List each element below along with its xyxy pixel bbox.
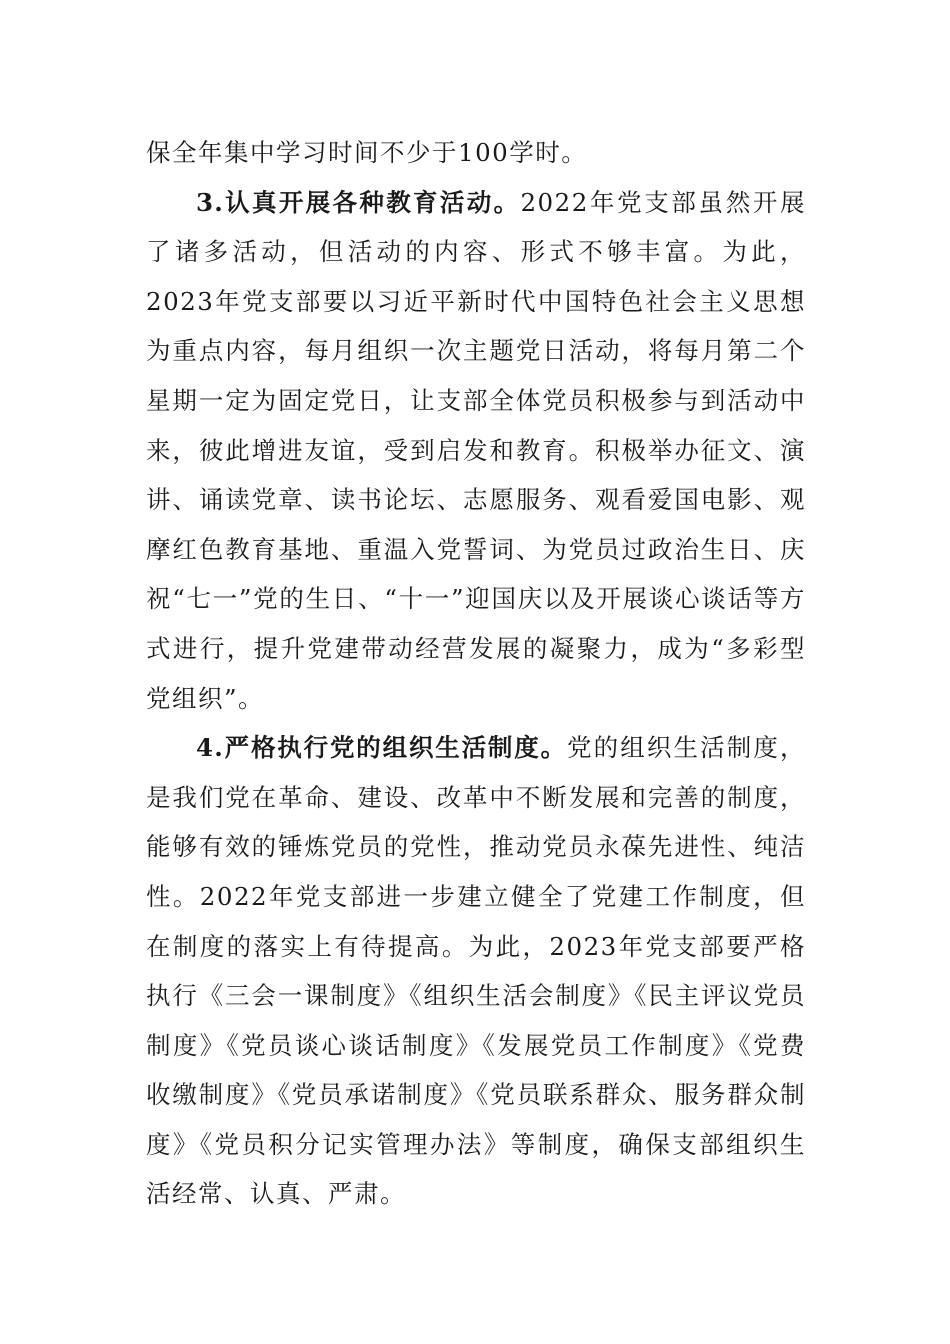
paragraph-education-activities [146,178,806,724]
section-heading-4: 4.严格执行党的组织生活制度。 [196,733,567,763]
section-heading-3: 3.认真开展各种教育活动。 [196,187,521,217]
paragraph-organization-life [146,723,806,1219]
document-body [146,128,806,1219]
paragraph-continuation [146,128,806,178]
paragraph-text: 党的组织生活制度，是我们党在革命、建设、改革中不断发展和完善的制度，能够有效的锤炼党员的党性，推动党员永葆先进性、纯洁性。2022年党支部进一步建立健全了党建工作制度，但在制度的落实上有待提高。为此，2023年党支部要严格执行《三会一课制度》《组织生活会制度》《民主评议党员制度》《党员谈心谈话制度》《发展党员工作制度》《党费收缴制度》《党员承诺制度》《党员联系群众、服务群众制度》《党员积分记实管理办法》等制度，确保支部组织生活经常、认真、严肃。 [146,733,806,1209]
paragraph-text: 保全年集中学习时间不少于100学时。 [146,138,588,167]
paragraph-text: 2022年党支部虽然开展了诸多活动，但活动的内容、形式不够丰富。为此，2023年党支部要以习近平新时代中国特色社会主义思想为重点内容，每月组织一次主题党日活动，将每月第二个星期一定为固定党日，让支部全体党员积极参与到活动中来，彼此增进友谊，受到启发和教育。积极举办征文、演讲、诵读党章、读书论坛、志愿服务、观看爱国电影、观摩红色教育基地、重温入党誓词、为党员过政治生日、庆祝“七一”党的生日、“十一”迎国庆以及开展谈心谈话等方式进行，提升党建带动经营发展的凝聚力，成为“多彩型党组织”。 [146,187,806,713]
